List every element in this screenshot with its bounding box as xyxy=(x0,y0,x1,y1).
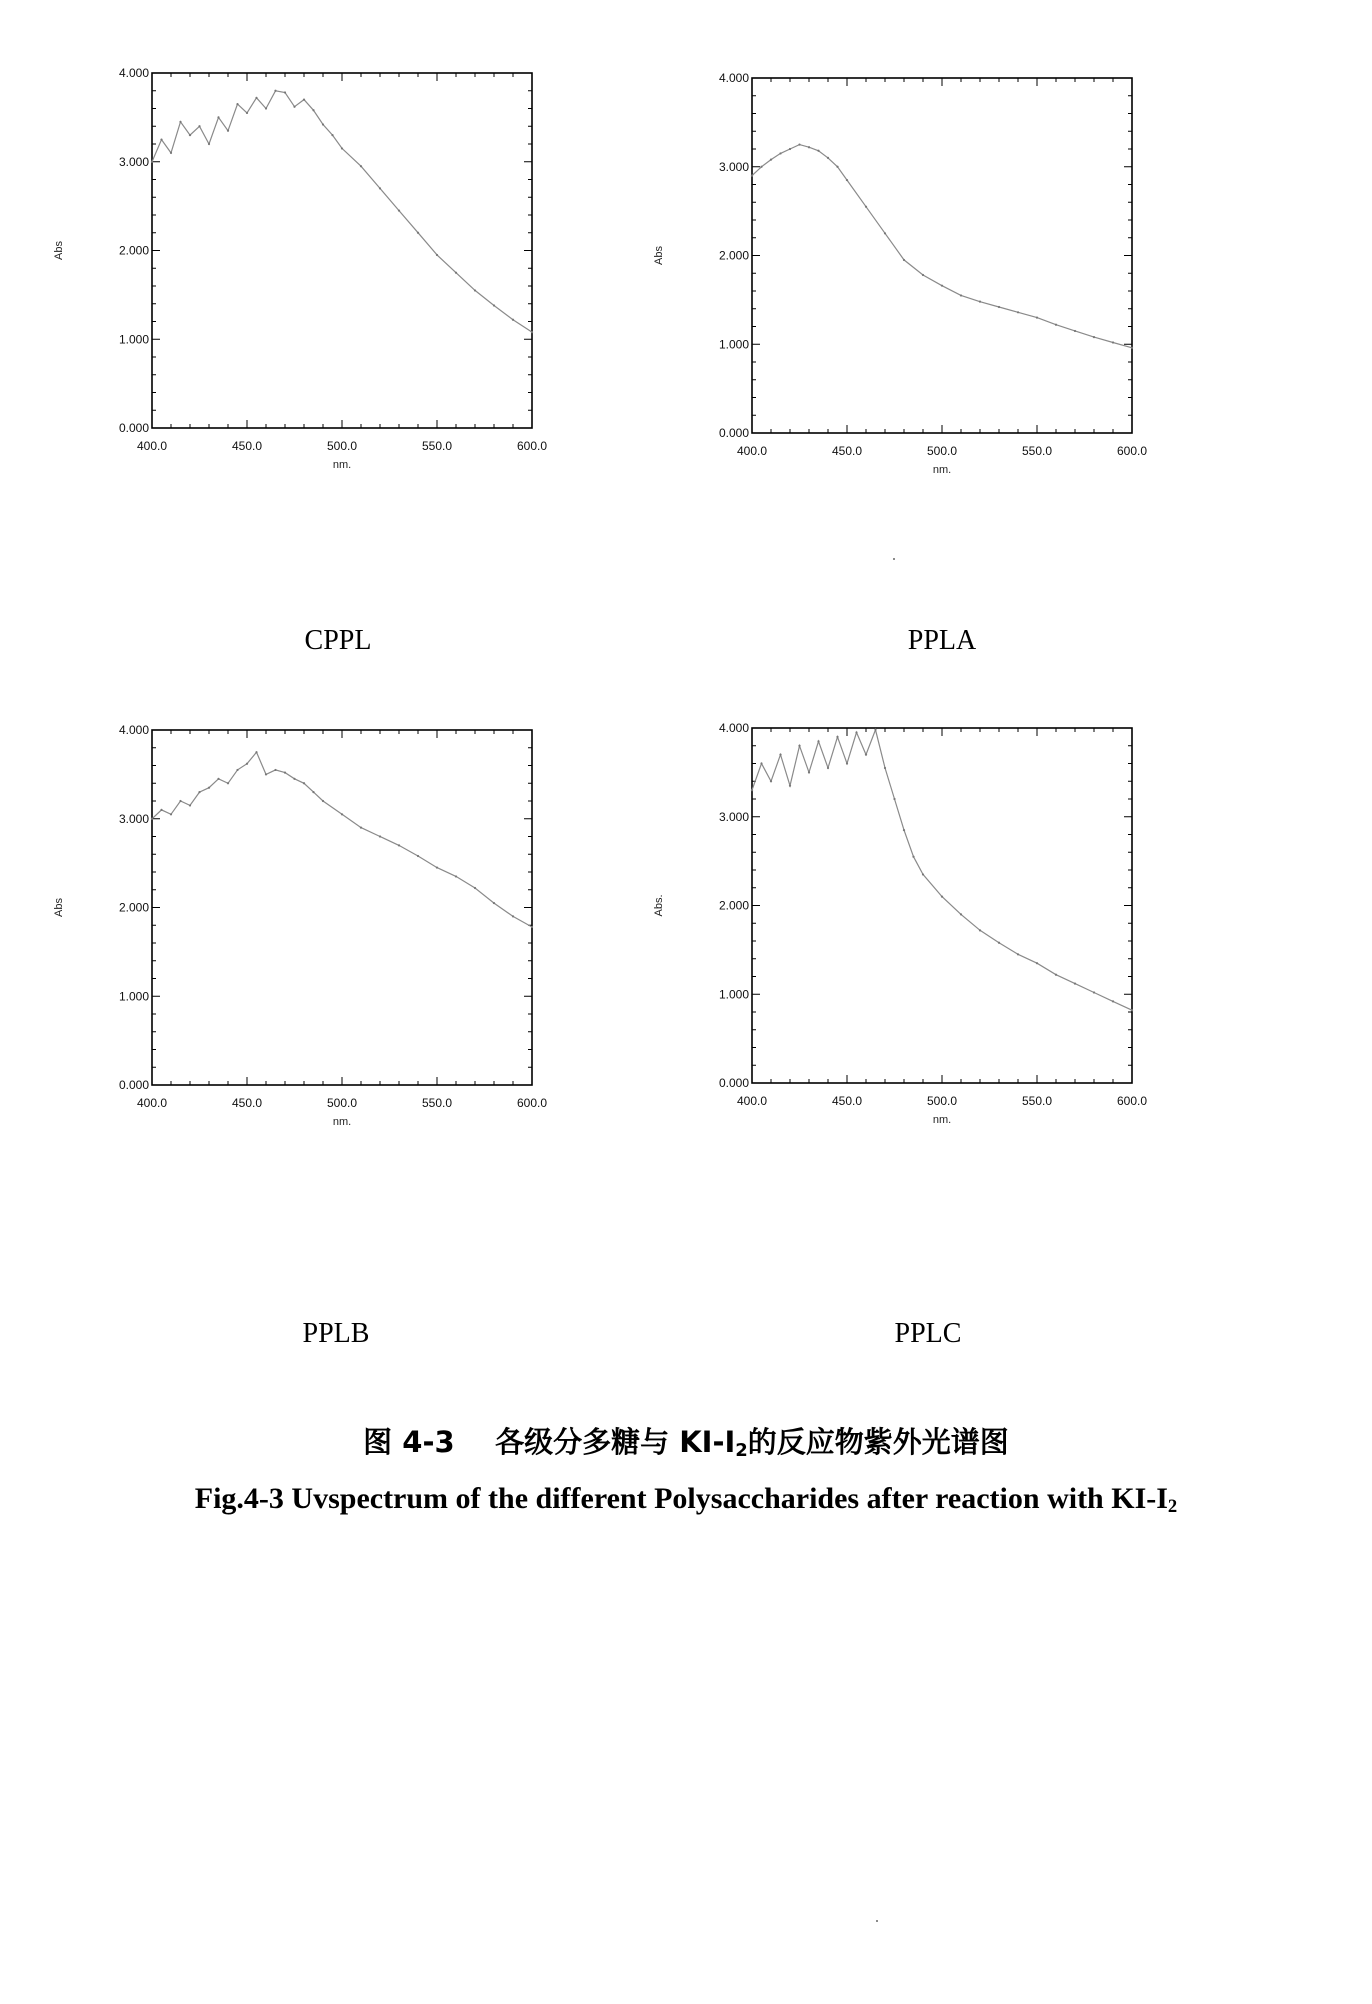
x-tick-label: 400.0 xyxy=(136,439,168,453)
data-point xyxy=(1055,974,1057,976)
panel-label-pplc: PPLC xyxy=(894,1318,962,1349)
data-point xyxy=(417,232,419,234)
y-tick-label: 2.000 xyxy=(118,900,149,915)
data-point xyxy=(189,134,191,136)
data-point xyxy=(798,143,800,145)
data-point xyxy=(455,875,457,877)
spectrum-line xyxy=(152,91,532,332)
data-point xyxy=(836,166,838,168)
data-point xyxy=(398,844,400,846)
y-tick-label: 0.000 xyxy=(118,421,149,435)
scan-speck xyxy=(893,558,895,560)
data-point xyxy=(236,103,238,105)
y-tick-label: 2.000 xyxy=(718,248,749,263)
y-tick-label: 3.000 xyxy=(718,159,749,174)
data-point xyxy=(1131,1009,1133,1011)
data-point xyxy=(265,107,267,109)
data-point xyxy=(341,147,343,149)
x-tick-label: 450.0 xyxy=(831,444,863,458)
data-point xyxy=(493,304,495,306)
data-point xyxy=(779,152,781,154)
x-tick-label: 600.0 xyxy=(516,439,548,453)
x-tick-label: 600.0 xyxy=(516,1096,548,1110)
data-point xyxy=(217,116,219,118)
data-point xyxy=(1093,991,1095,993)
x-tick-label: 450.0 xyxy=(231,439,263,453)
data-point xyxy=(151,818,153,820)
x-axis-label: nm. xyxy=(332,459,352,471)
data-point xyxy=(779,754,781,756)
x-tick-label: 450.0 xyxy=(831,1094,863,1108)
data-point xyxy=(160,809,162,811)
chart-ppla xyxy=(640,60,1148,476)
data-point xyxy=(998,942,1000,944)
data-point xyxy=(770,159,772,161)
y-tick-label: 1.000 xyxy=(118,332,149,347)
data-point xyxy=(531,926,533,928)
data-point xyxy=(293,778,295,780)
data-point xyxy=(1055,324,1057,326)
data-point xyxy=(274,90,276,92)
y-tick-label: 4.000 xyxy=(718,71,749,85)
figure-caption-chinese xyxy=(0,1420,1372,1461)
data-point xyxy=(227,782,229,784)
data-point xyxy=(398,209,400,211)
plot-frame xyxy=(152,73,532,428)
y-tick-label: 0.000 xyxy=(718,1076,749,1090)
data-point xyxy=(808,146,810,148)
y-tick-label: 4.000 xyxy=(718,721,749,735)
data-point xyxy=(1036,317,1038,319)
data-point xyxy=(436,866,438,868)
x-tick-label: 550.0 xyxy=(421,439,453,453)
caption-en-text: Fig.4-3 Uvspectrum of the different Polysaccharides after reaction with KI-I xyxy=(194,1482,1168,1515)
data-point xyxy=(1112,1000,1114,1002)
data-point xyxy=(884,767,886,769)
x-tick-label: 500.0 xyxy=(926,1094,958,1108)
data-point xyxy=(436,254,438,256)
data-point xyxy=(941,285,943,287)
data-point xyxy=(189,804,191,806)
x-tick-label: 500.0 xyxy=(326,439,358,453)
data-point xyxy=(998,306,1000,308)
data-point xyxy=(903,259,905,261)
data-point xyxy=(379,187,381,189)
data-point xyxy=(341,813,343,815)
data-point xyxy=(360,165,362,167)
y-tick-label: 0.000 xyxy=(718,426,749,440)
x-tick-label: 400.0 xyxy=(136,1096,168,1110)
caption-cn-reagent: KI-I xyxy=(679,1425,736,1459)
y-tick-label: 1.000 xyxy=(718,337,749,352)
data-point xyxy=(284,772,286,774)
data-point xyxy=(884,232,886,234)
data-point xyxy=(865,206,867,208)
data-point xyxy=(274,769,276,771)
data-point xyxy=(265,773,267,775)
caption-cn-suffix: 的反应物紫外光谱图 xyxy=(747,1425,1009,1459)
data-point xyxy=(789,785,791,787)
data-point xyxy=(179,121,181,123)
data-point xyxy=(217,778,219,780)
x-tick-label: 600.0 xyxy=(1116,1094,1148,1108)
data-point xyxy=(1036,962,1038,964)
chart-cppl xyxy=(40,55,548,471)
x-tick-label: 550.0 xyxy=(1021,444,1053,458)
data-point xyxy=(817,150,819,152)
data-point xyxy=(417,855,419,857)
y-tick-label: 2.000 xyxy=(118,243,149,258)
data-point xyxy=(246,763,248,765)
data-point xyxy=(846,762,848,764)
data-point xyxy=(360,827,362,829)
y-axis-label: Abs xyxy=(53,241,65,260)
figure-caption-english xyxy=(0,1482,1372,1518)
data-point xyxy=(979,929,981,931)
data-point xyxy=(255,97,257,99)
data-point xyxy=(208,787,210,789)
data-point xyxy=(160,138,162,140)
data-point xyxy=(198,791,200,793)
x-axis-label: nm. xyxy=(332,1116,352,1128)
x-tick-label: 550.0 xyxy=(421,1096,453,1110)
data-point xyxy=(1093,336,1095,338)
data-point xyxy=(198,125,200,127)
data-point xyxy=(331,134,333,136)
chart-pplc xyxy=(640,710,1148,1126)
data-point xyxy=(455,272,457,274)
panel-label-pplb: PPLB xyxy=(302,1318,370,1349)
x-tick-label: 600.0 xyxy=(1116,444,1148,458)
data-point xyxy=(236,769,238,771)
data-point xyxy=(798,745,800,747)
data-point xyxy=(865,754,867,756)
panel-label-cppl: CPPL xyxy=(304,625,372,656)
data-point xyxy=(808,771,810,773)
caption-cn-text: 各级分多糖与 xyxy=(495,1425,670,1459)
data-point xyxy=(303,99,305,101)
y-axis-label: Abs xyxy=(653,246,665,265)
data-point xyxy=(293,106,295,108)
data-point xyxy=(170,813,172,815)
data-point xyxy=(512,915,514,917)
data-point xyxy=(817,740,819,742)
data-point xyxy=(512,319,514,321)
data-point xyxy=(179,800,181,802)
data-point xyxy=(1074,330,1076,332)
plot-frame xyxy=(752,78,1132,433)
y-axis-label: Abs xyxy=(53,898,65,917)
caption-en-subscript: 2 xyxy=(1167,1496,1178,1517)
spectrum-line xyxy=(152,752,532,927)
data-point xyxy=(827,157,829,159)
spectrum-line xyxy=(752,145,1132,348)
data-point xyxy=(922,274,924,276)
y-tick-label: 1.000 xyxy=(118,989,149,1004)
x-tick-label: 500.0 xyxy=(326,1096,358,1110)
x-tick-label: 450.0 xyxy=(231,1096,263,1110)
data-point xyxy=(874,729,876,731)
data-point xyxy=(770,780,772,782)
data-point xyxy=(760,166,762,168)
data-point xyxy=(303,782,305,784)
data-point xyxy=(493,902,495,904)
y-tick-label: 4.000 xyxy=(118,723,149,737)
data-point xyxy=(922,873,924,875)
x-axis-label: nm. xyxy=(932,1114,952,1126)
data-point xyxy=(227,130,229,132)
y-tick-label: 3.000 xyxy=(118,811,149,826)
data-point xyxy=(322,123,324,125)
data-point xyxy=(1112,341,1114,343)
data-point xyxy=(960,913,962,915)
y-tick-label: 4.000 xyxy=(118,66,149,80)
y-axis-label: Abs. xyxy=(653,894,665,917)
data-point xyxy=(836,736,838,738)
x-tick-label: 400.0 xyxy=(736,1094,768,1108)
x-tick-label: 500.0 xyxy=(926,444,958,458)
y-tick-label: 2.000 xyxy=(718,898,749,913)
data-point xyxy=(255,751,257,753)
y-tick-label: 0.000 xyxy=(118,1078,149,1092)
plot-frame xyxy=(752,728,1132,1083)
x-tick-label: 400.0 xyxy=(736,444,768,458)
data-point xyxy=(893,798,895,800)
data-point xyxy=(789,148,791,150)
data-point xyxy=(322,800,324,802)
x-tick-label: 550.0 xyxy=(1021,1094,1053,1108)
data-point xyxy=(312,791,314,793)
y-tick-label: 3.000 xyxy=(718,809,749,824)
panel-label-ppla: PPLA xyxy=(907,625,977,656)
caption-cn-prefix: 图 4-3 xyxy=(363,1425,455,1459)
data-point xyxy=(912,856,914,858)
data-point xyxy=(379,835,381,837)
data-point xyxy=(474,289,476,291)
y-tick-label: 1.000 xyxy=(718,987,749,1002)
data-point xyxy=(960,294,962,296)
data-point xyxy=(855,731,857,733)
data-point xyxy=(903,829,905,831)
plot-frame xyxy=(152,730,532,1085)
data-point xyxy=(246,112,248,114)
chart-pplb xyxy=(40,712,548,1128)
data-point xyxy=(531,331,533,333)
data-point xyxy=(846,179,848,181)
data-point xyxy=(827,767,829,769)
data-point xyxy=(760,762,762,764)
x-axis-label: nm. xyxy=(932,464,952,476)
data-point xyxy=(284,91,286,93)
caption-cn-subscript: 2 xyxy=(735,1440,748,1461)
data-point xyxy=(751,789,753,791)
data-point xyxy=(312,109,314,111)
data-point xyxy=(170,152,172,154)
data-point xyxy=(151,161,153,163)
data-point xyxy=(1017,311,1019,313)
data-point xyxy=(751,175,753,177)
data-point xyxy=(1074,983,1076,985)
y-tick-label: 3.000 xyxy=(118,154,149,169)
data-point xyxy=(208,143,210,145)
data-point xyxy=(941,896,943,898)
data-point xyxy=(1131,347,1133,349)
data-point xyxy=(979,301,981,303)
data-point xyxy=(1017,953,1019,955)
data-point xyxy=(474,887,476,889)
scan-speck xyxy=(876,1920,878,1922)
